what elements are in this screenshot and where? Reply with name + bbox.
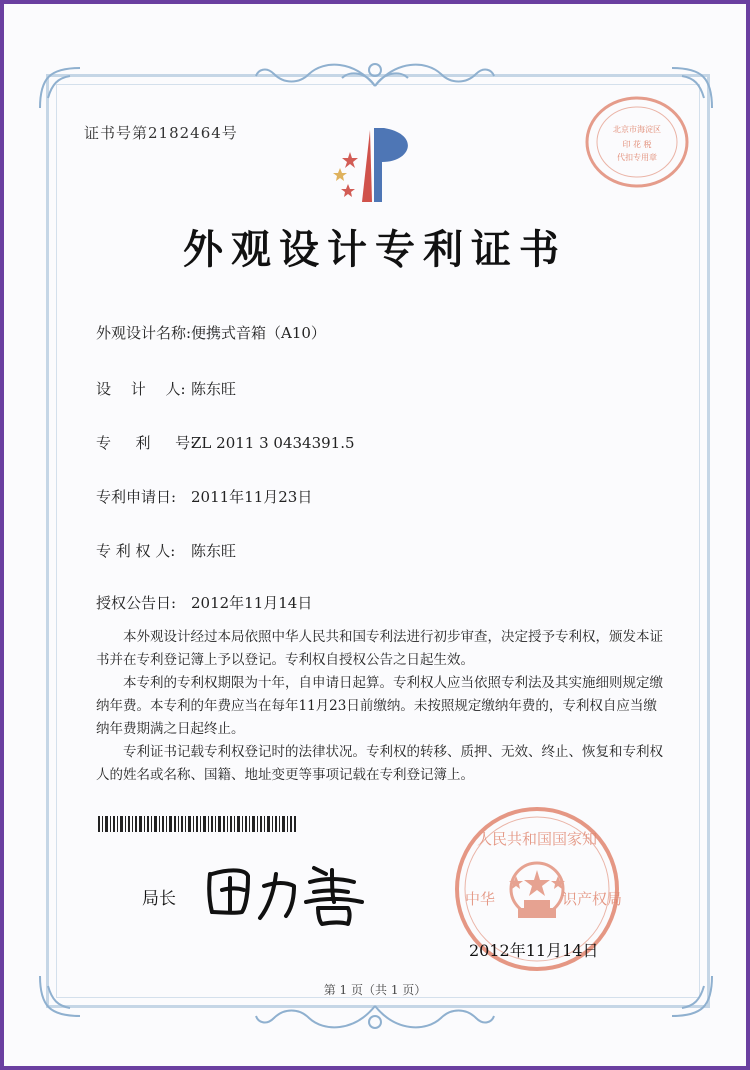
corner-ornament-icon [30, 58, 90, 118]
field-value: 陈东旺 [191, 542, 237, 560]
issue-date: 2012年11月14日 [469, 941, 599, 960]
field-patentee [96, 540, 236, 561]
svg-text:印 花 税: 印 花 税 [622, 140, 652, 149]
certificate-number: 证书号第2182464号 [84, 124, 238, 142]
field-label: 授权公告日: [96, 594, 177, 612]
barcode-icon [98, 816, 298, 832]
certificate-page [4, 4, 746, 1066]
bottom-ornament-icon [254, 1000, 496, 1036]
field-label: 专利申请日: [96, 488, 177, 506]
top-ornament-icon [254, 56, 496, 92]
svg-text:北京市海淀区: 北京市海淀区 [613, 125, 661, 134]
page-number: 第 1 页（共 1 页） [323, 983, 427, 997]
handwritten-signature [202, 852, 372, 932]
field-design-name [96, 322, 326, 343]
field-value: 便携式音箱（A10） [191, 324, 326, 342]
svg-text:中华: 中华 [464, 890, 496, 908]
field-value: 2011年11月23日 [191, 488, 313, 506]
svg-text:识产权局: 识产权局 [561, 890, 622, 908]
field-value: 陈东旺 [191, 380, 237, 398]
field-patent-number [96, 432, 355, 453]
body-paragraph: 本专利的专利权期限为十年，自申请日起算。专利权人应当依照专利法及其实施细则规定缴纳年费。本专利的年费应当在每年11月23日前缴纳。未按照规定缴纳年费的，专利权自应当缴纳年费期满之日起终止。 [96, 675, 663, 737]
field-application-date [96, 486, 312, 507]
field-label: 设 计 人: [96, 380, 186, 398]
svg-text:人民共和国国家知: 人民共和国国家知 [476, 830, 598, 848]
certificate-title: 外观设计专利证书 [183, 226, 567, 273]
svg-text:代扣专用章: 代扣专用章 [617, 153, 657, 162]
field-grant-date [96, 592, 312, 613]
body-paragraph: 本外观设计经过本局依照中华人民共和国专利法进行初步审查，决定授予专利权，颁发本证书并在专利登记簿上予以登记。专利权自授权公告之日起生效。 [96, 629, 663, 668]
field-value: 2012年11月14日 [191, 594, 313, 612]
field-designer [96, 378, 236, 399]
signature-title: 局长 [142, 889, 176, 909]
body-paragraph: 专利证书记载专利权登记时的法律状况。专利权的转移、质押、无效、终止、恢复和专利权人的姓名或名称、国籍、地址变更等事项记载在专利登记簿上。 [96, 744, 663, 783]
patent-office-logo-icon [322, 122, 432, 212]
field-label: 专 利 权 人: [96, 542, 176, 560]
field-label: 外观设计名称: [96, 324, 192, 342]
small-official-seal [582, 92, 692, 192]
field-value: ZL 2011 3 0434391.5 [191, 434, 355, 452]
field-label: 专 利 号: [96, 434, 196, 452]
certificate-body-text [96, 626, 666, 787]
